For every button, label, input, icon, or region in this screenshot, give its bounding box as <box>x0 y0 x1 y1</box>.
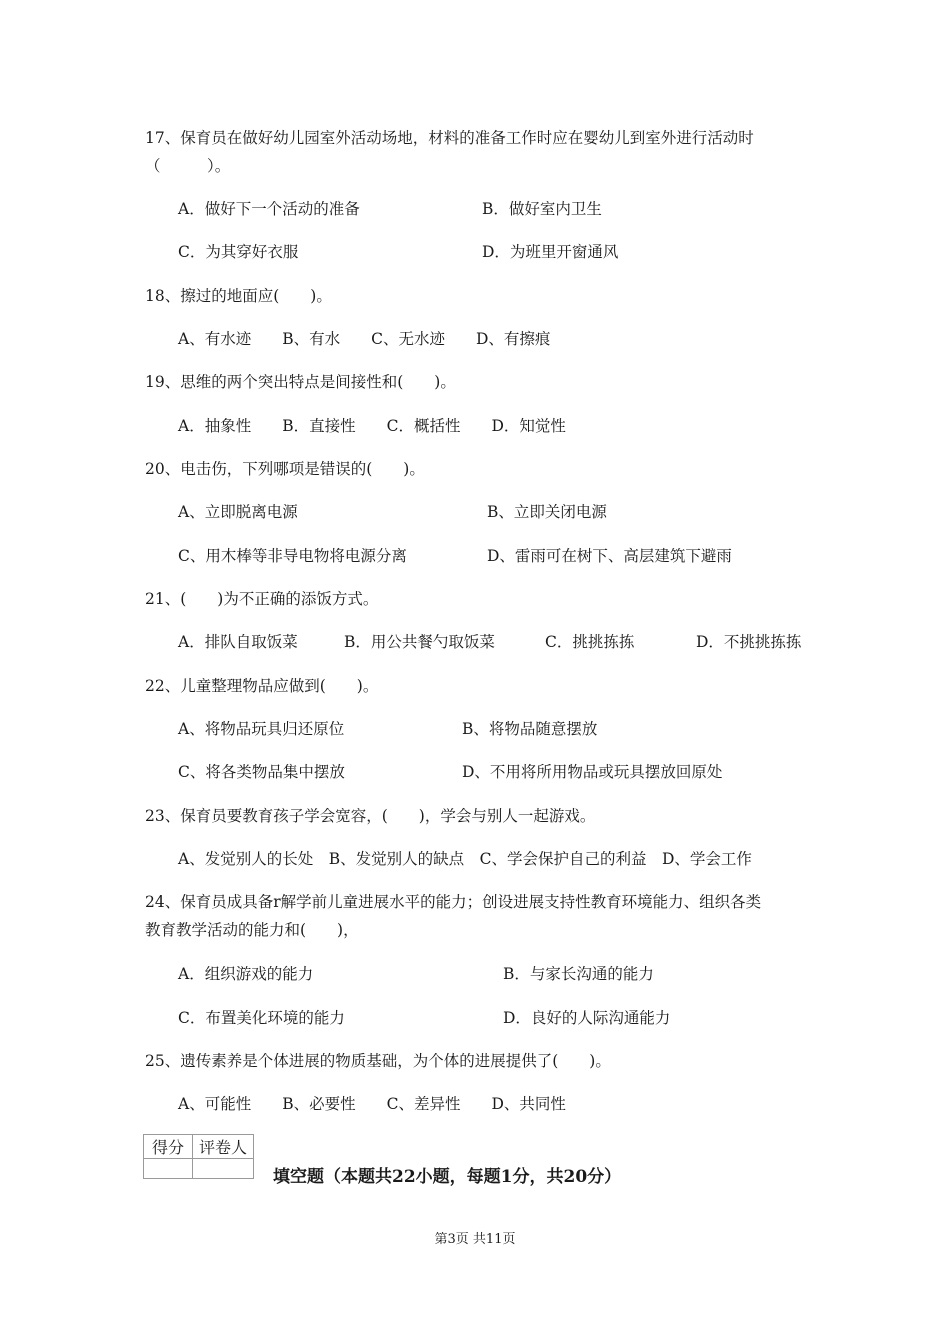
question-17-option-d: D．为班里开窗通风 <box>482 243 619 261</box>
question-17-option-a: A．做好下一个活动的准备 <box>178 200 360 218</box>
question-22-option-b: B、将物品随意摆放 <box>462 720 598 738</box>
question-22-option-c: C、将各类物品集中摆放 <box>178 763 345 781</box>
question-17-option-b: B．做好室内卫生 <box>482 200 602 218</box>
question-20-option-d: D、雷雨可在树下、高层建筑下避雨 <box>487 547 732 565</box>
question-24-stem: 24、保育员成具备r解学前儿童进展水平的能力；创设进展支持性教育环境能力、组织各类 <box>145 893 762 911</box>
question-24-option-a: A．组织游戏的能力 <box>178 965 314 983</box>
question-21-stem: 21、( )为不正确的添饭方式。 <box>145 590 379 608</box>
question-18-options: A、有水迹 B、有水 C、无水迹 D、有擦痕 <box>178 330 551 348</box>
score-label: 得分 <box>144 1135 193 1159</box>
question-21-option-a: A．排队自取饭菜 <box>178 633 298 651</box>
question-25-stem: 25、遗传素养是个体进展的物质基础，为个体的进展提供了( )。 <box>145 1052 611 1070</box>
question-20-option-a: A、立即脱离电源 <box>178 503 298 521</box>
grader-cell <box>193 1159 254 1179</box>
question-19-stem: 19、思维的两个突出特点是间接性和( )。 <box>145 373 456 391</box>
question-19-options: A．抽象性 B．直接性 C．概括性 D．知觉性 <box>178 417 566 435</box>
question-24-option-d: D．良好的人际沟通能力 <box>503 1009 671 1027</box>
section-title: 填空题（本题共22小题，每题1分，共20分） <box>273 1167 622 1187</box>
score-box <box>143 1134 254 1179</box>
question-20-option-b: B、立即关闭电源 <box>487 503 607 521</box>
question-22-option-d: D、不用将所用物品或玩具摆放回原处 <box>462 763 723 781</box>
question-23-stem: 23、保育员要教育孩子学会宽容，( )，学会与别人一起游戏。 <box>145 807 596 825</box>
question-17-option-c: C．为其穿好衣服 <box>178 243 299 261</box>
question-24-stem-continued: 教育教学活动的能力和( )， <box>145 921 359 939</box>
question-18-stem: 18、擦过的地面应( )。 <box>145 287 332 305</box>
grader-label: 评卷人 <box>193 1135 254 1159</box>
question-21-option-b: B．用公共餐勺取饭菜 <box>344 633 495 651</box>
question-21-option-c: C．挑挑拣拣 <box>545 633 635 651</box>
question-17-stem: 17、保育员在做好幼儿园室外活动场地，材料的准备工作时应在婴幼儿到室外进行活动时 <box>145 129 754 147</box>
page-footer: 第3页 共11页 <box>434 1232 516 1247</box>
question-24-option-b: B．与家长沟通的能力 <box>503 965 654 983</box>
question-22-option-a: A、将物品玩具归还原位 <box>178 720 345 738</box>
question-21-option-d: D．不挑挑拣拣 <box>696 633 802 651</box>
question-25-options: A、可能性 B、必要性 C、差异性 D、共同性 <box>178 1095 566 1113</box>
question-24-option-c: C．布置美化环境的能力 <box>178 1009 345 1027</box>
score-cell <box>144 1159 193 1179</box>
question-20-stem: 20、电击伤，下列哪项是错误的( )。 <box>145 460 425 478</box>
question-23-options: A、发觉别人的长处 B、发觉别人的缺点 C、学会保护自己的利益 D、学会工作 <box>178 850 752 868</box>
question-22-stem: 22、儿童整理物品应做到( )。 <box>145 677 379 695</box>
question-20-option-c: C、用木棒等非导电物将电源分离 <box>178 547 407 565</box>
question-17-blank: （ ）。 <box>145 157 231 175</box>
